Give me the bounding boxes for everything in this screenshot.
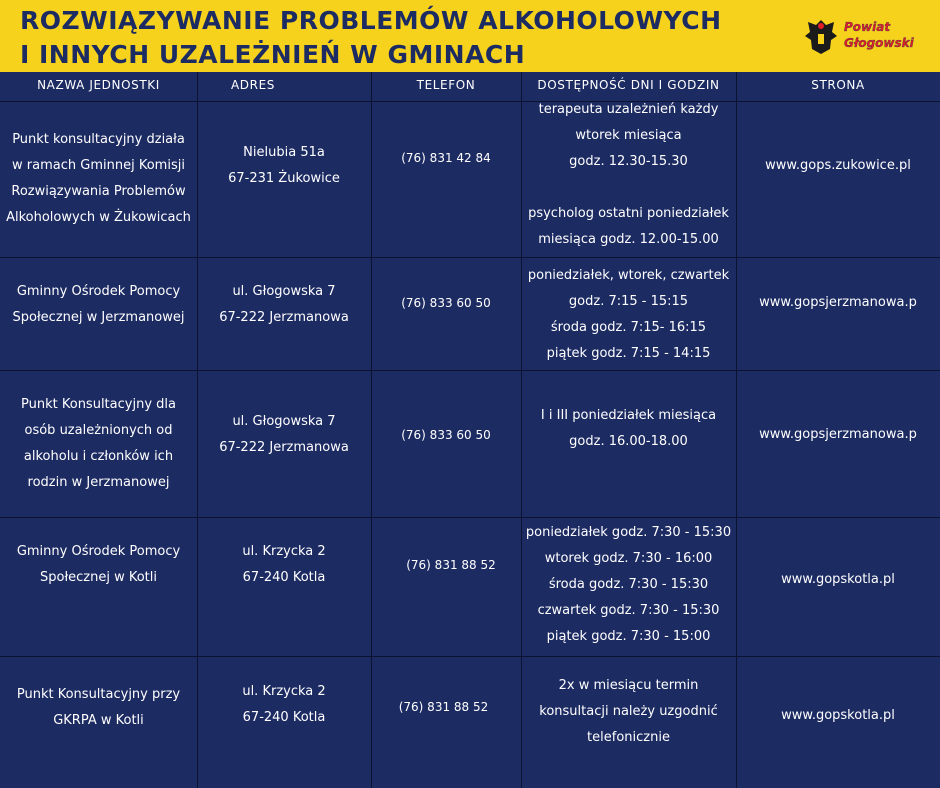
cell-hours bbox=[521, 518, 736, 652]
logo-text-line-1: Powiat bbox=[844, 20, 891, 34]
text-line: Rozwiązywania Problemów bbox=[11, 184, 186, 199]
text-line: 67-240 Kotla bbox=[242, 570, 326, 585]
text-line: Alkoholowych w Żukowicach bbox=[6, 210, 191, 225]
cell-hours bbox=[521, 261, 736, 369]
text-line: godz. 16.00-18.00 bbox=[569, 434, 688, 449]
column-header-website: STRONA bbox=[811, 78, 865, 92]
header-banner bbox=[0, 0, 940, 72]
cell-address bbox=[197, 370, 371, 500]
text-line: w ramach Gminnej Komisji bbox=[12, 158, 185, 173]
cell-address bbox=[197, 101, 371, 231]
text-line: terapeuta uzależnień każdy bbox=[538, 102, 719, 117]
text-line: Społecznej w Jerzmanowej bbox=[12, 310, 185, 325]
column-header-address: ADRES bbox=[231, 78, 275, 92]
text-line: wtorek godz. 7:30 - 16:00 bbox=[544, 551, 713, 566]
text-line: Społecznej w Kotli bbox=[39, 570, 158, 585]
cell-phone: (76) 831 88 52 bbox=[406, 558, 496, 572]
text-line: piątek godz. 7:30 - 15:00 bbox=[546, 629, 711, 644]
text-line: I i III poniedziałek miesiąca bbox=[540, 408, 717, 423]
eagle-crest-icon bbox=[804, 16, 838, 56]
logo-text-line-2: Głogowski bbox=[844, 36, 914, 50]
page-title-line-2: I INNYCH UZALEŻNIEŃ W GMINACH bbox=[20, 40, 526, 69]
text-line: osób uzależnionych od bbox=[24, 422, 173, 438]
text-line: miesiąca godz. 12.00-15.00 bbox=[538, 232, 719, 247]
text-line: ul. Krzycka 2 bbox=[242, 684, 326, 699]
text-line: GKRPA w Kotli bbox=[53, 713, 144, 728]
cell-website-link[interactable]: www.gopsjerzmanowa.p bbox=[759, 427, 917, 442]
text-line: Gminny Ośrodek Pomocy bbox=[16, 284, 181, 299]
powiat-glogowski-logo bbox=[804, 14, 930, 60]
cell-unit-name bbox=[0, 517, 197, 613]
cell-website-link[interactable]: www.gops.zukowice.pl bbox=[765, 158, 911, 173]
text-line: psycholog ostatni poniedziałek bbox=[528, 206, 729, 221]
text-line: poniedziałek godz. 7:30 - 15:30 bbox=[525, 525, 732, 540]
text-line: konsultacji należy uzgodnić bbox=[539, 704, 718, 719]
cell-unit-name bbox=[0, 101, 197, 257]
text-line: piątek godz. 7:15 - 14:15 bbox=[546, 346, 711, 361]
cell-website-link[interactable]: www.gopsjerzmanowa.p bbox=[759, 295, 917, 310]
text-line: godz. 7:15 - 15:15 bbox=[568, 294, 689, 309]
cell-website-link[interactable]: www.gopskotla.pl bbox=[781, 572, 895, 587]
column-header-hours: DOSTĘPNOŚĆ DNI I GODZIN bbox=[537, 78, 720, 92]
text-line: rodzin w Jerzmanowej bbox=[27, 474, 170, 490]
text-line: telefonicznie bbox=[587, 730, 670, 745]
text-line: ul. Głogowska 7 bbox=[232, 284, 336, 299]
cell-phone: (76) 831 42 84 bbox=[401, 151, 491, 165]
page-title-line-1: ROZWIĄZYWANIE PROBLEMÓW ALKOHOLOWYCH bbox=[20, 6, 722, 35]
cell-hours bbox=[521, 97, 736, 257]
cell-unit-name bbox=[0, 257, 197, 353]
text-line: 2x w miesiącu termin bbox=[558, 678, 699, 693]
text-line: środa godz. 7:30 - 15:30 bbox=[548, 577, 709, 592]
text-line: ul. Głogowska 7 bbox=[232, 414, 336, 429]
cell-website-link[interactable]: www.gopskotla.pl bbox=[781, 708, 895, 723]
cell-phone: (76) 833 60 50 bbox=[401, 428, 491, 442]
cell-phone: (76) 833 60 50 bbox=[401, 296, 491, 310]
cell-hours bbox=[521, 370, 736, 488]
column-header-name: NAZWA JEDNOSTKI bbox=[37, 78, 160, 92]
text-line: środa godz. 7:15- 16:15 bbox=[550, 320, 707, 335]
text-line: godz. 12.30-15.30 bbox=[569, 154, 688, 169]
cell-phone: (76) 831 88 52 bbox=[398, 700, 489, 714]
text-line: Punkt konsultacyjny działa bbox=[12, 132, 185, 147]
text-line: 67-240 Kotla bbox=[242, 710, 326, 725]
text-line: wtorek miesiąca bbox=[575, 128, 682, 143]
text-line: 67-222 Jerzmanowa bbox=[219, 440, 349, 455]
cell-address bbox=[197, 656, 371, 754]
cell-unit-name bbox=[0, 370, 197, 517]
text-line: alkoholu i członków ich bbox=[23, 448, 174, 464]
cell-address bbox=[197, 257, 371, 353]
text-line: Gminny Ośrodek Pomocy bbox=[16, 544, 181, 559]
text-line: poniedziałek, wtorek, czwartek bbox=[527, 268, 730, 283]
text-line: 67-231 Żukowice bbox=[228, 171, 340, 186]
text-line: 67-222 Jerzmanowa bbox=[219, 310, 349, 325]
text-line: Nielubia 51a bbox=[243, 145, 325, 160]
table-header-row bbox=[0, 72, 940, 101]
text-line: czwartek godz. 7:30 - 15:30 bbox=[537, 603, 720, 618]
text-line: ul. Krzycka 2 bbox=[242, 544, 326, 559]
cell-unit-name bbox=[0, 656, 197, 760]
text-line: Punkt Konsultacyjny przy bbox=[16, 687, 181, 702]
column-header-phone: TELEFON bbox=[416, 78, 476, 92]
text-line: Punkt Konsultacyjny dla bbox=[21, 396, 176, 412]
cell-hours bbox=[521, 656, 736, 768]
cell-address bbox=[197, 517, 371, 613]
